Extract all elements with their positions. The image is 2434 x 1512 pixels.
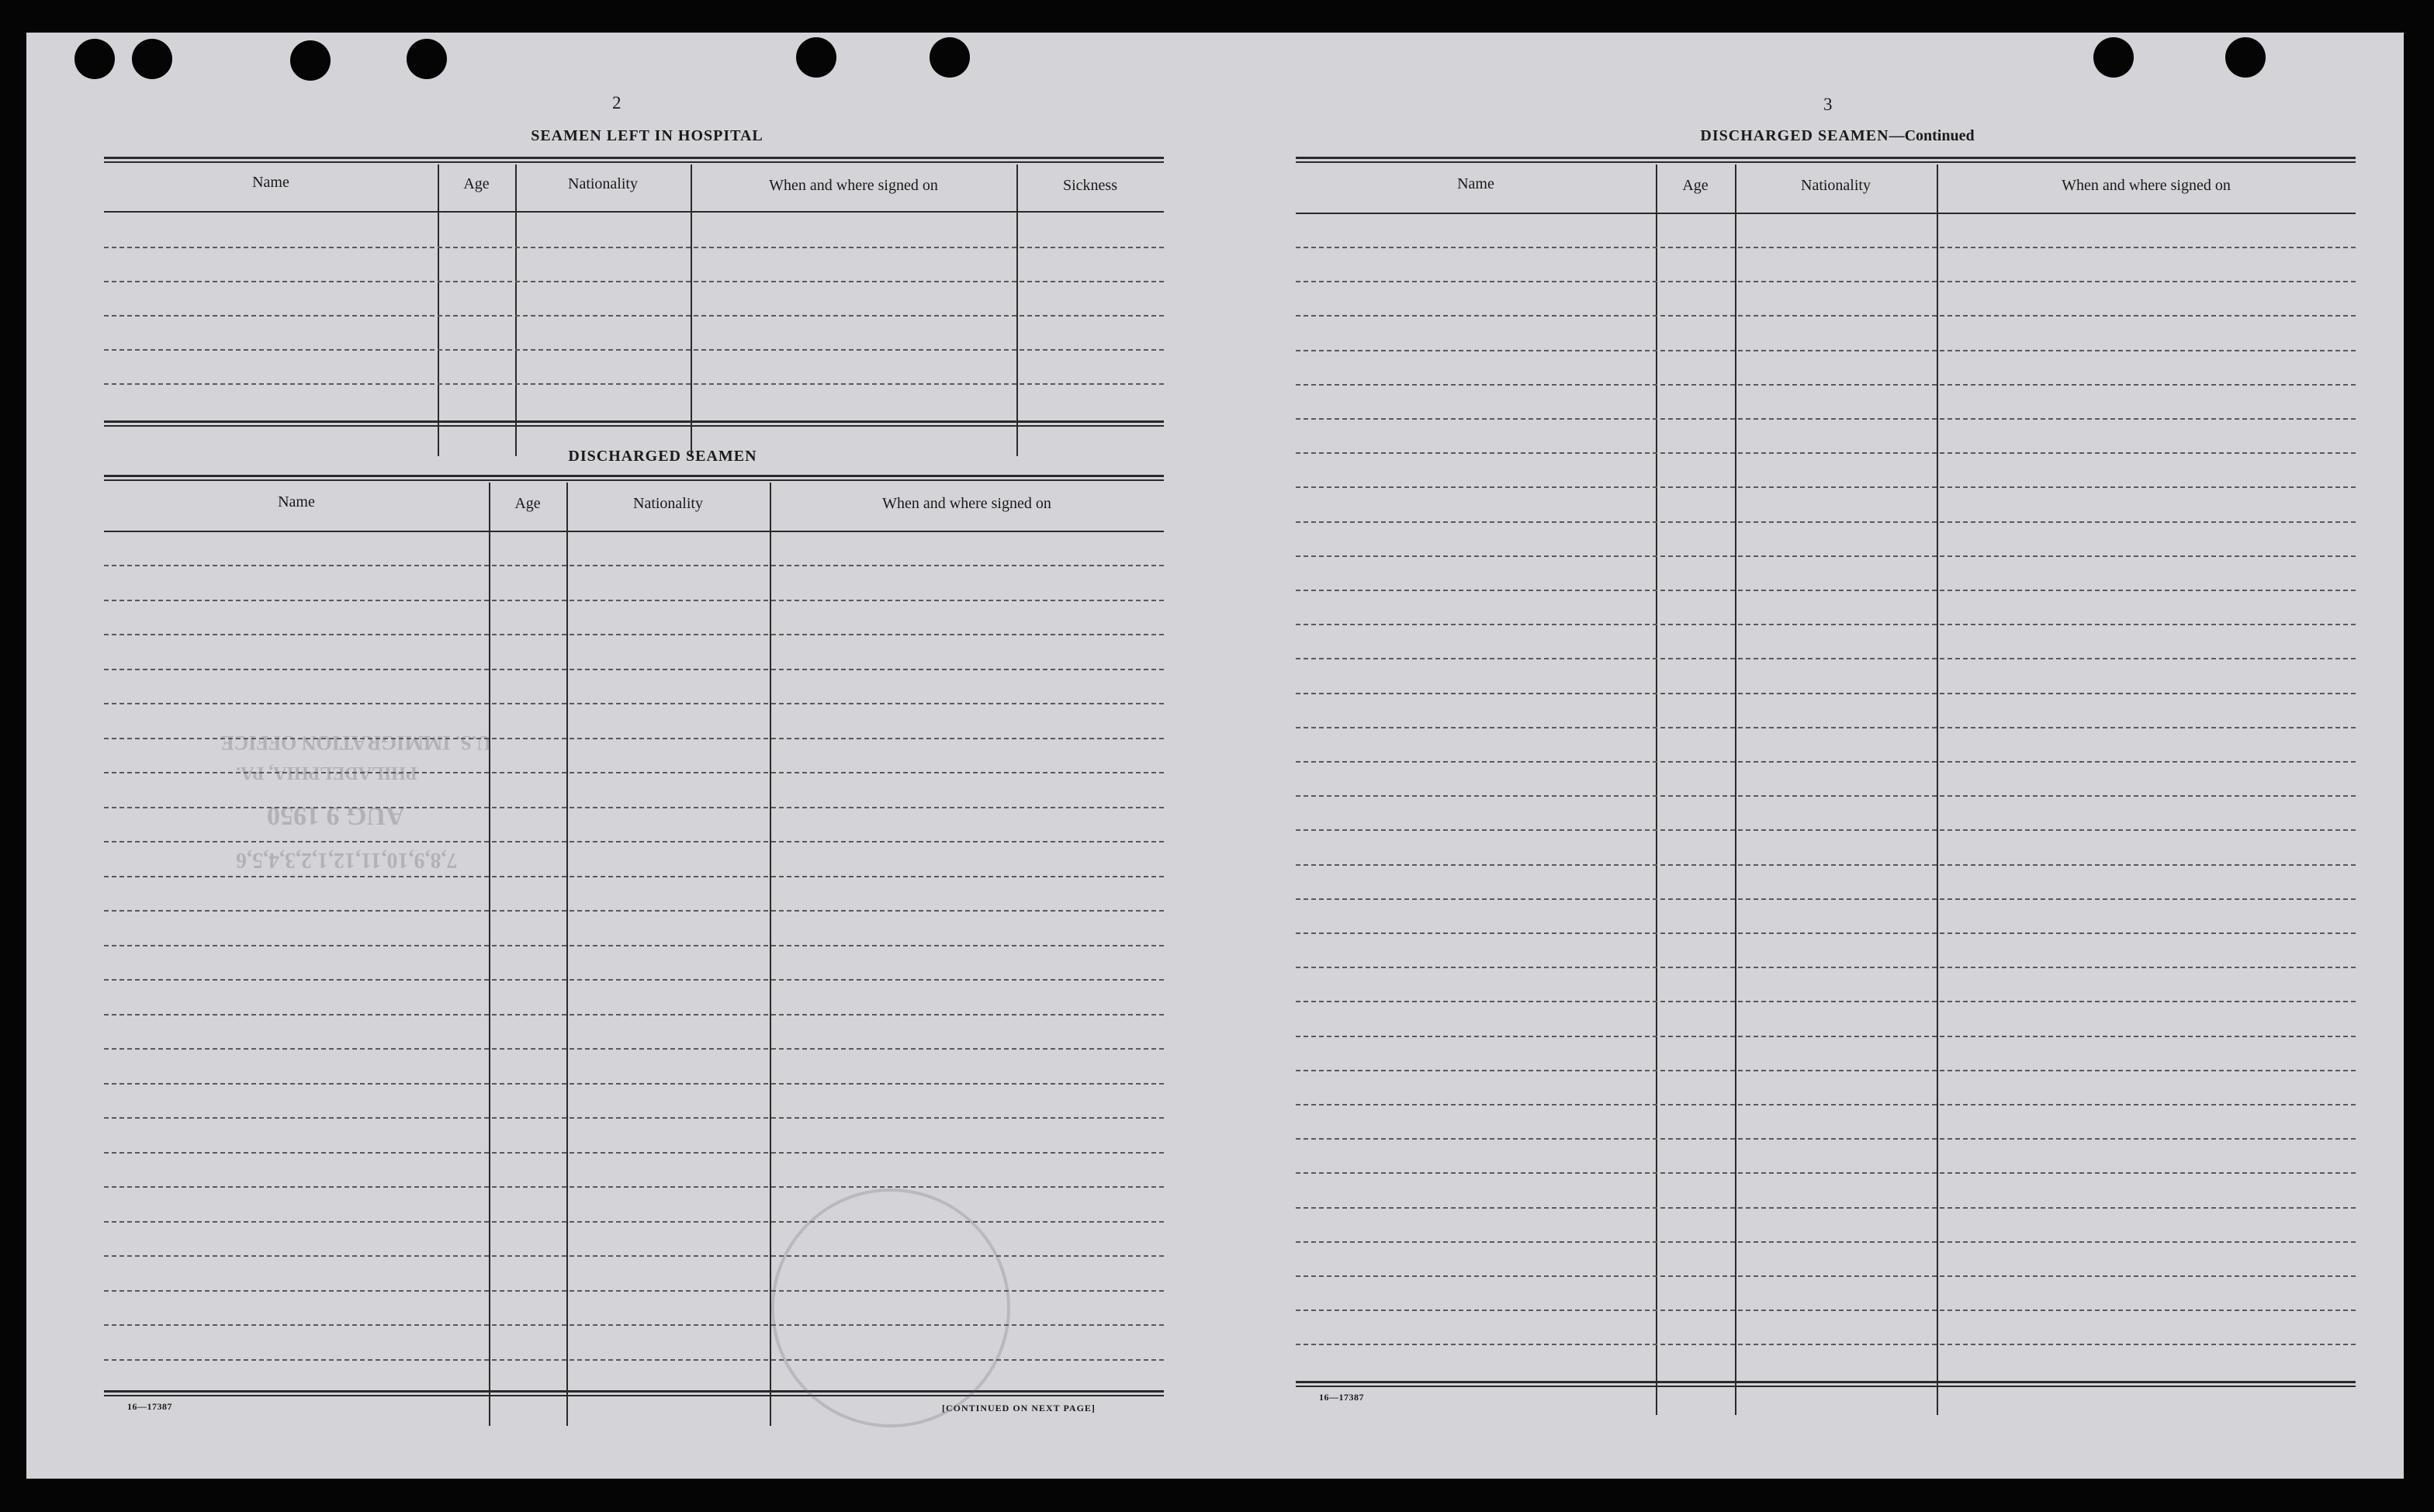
hospital-divider bbox=[438, 164, 439, 456]
discharged-col-age-right: Age bbox=[1682, 177, 1709, 194]
punch-hole bbox=[930, 37, 970, 78]
ruled-row bbox=[104, 979, 1164, 981]
ruled-row bbox=[1296, 932, 2356, 934]
discharged-section-title-left: DISCHARGED SEAMEN bbox=[568, 448, 757, 465]
discharged-col-name-right: Name bbox=[1457, 175, 1494, 192]
ruled-row bbox=[104, 945, 1164, 946]
ruled-row bbox=[1296, 1172, 2356, 1174]
hospital-top-rule bbox=[104, 157, 1164, 163]
ruled-row bbox=[104, 807, 1164, 808]
page-number-right: 3 bbox=[1823, 95, 1833, 114]
hospital-col-sickness: Sickness bbox=[1063, 177, 1117, 194]
ruled-row bbox=[1296, 521, 2356, 523]
discharged-title-right: DISCHARGED SEAMEN bbox=[1700, 127, 1889, 144]
discharged-col-signed-on-right: When and where signed on bbox=[2062, 177, 2231, 194]
discharged-bottom-rule-left bbox=[104, 1390, 1164, 1396]
discharged-top-rule-left bbox=[104, 475, 1164, 481]
received-stamp: U.S. IMMIGRATION OFFICE bbox=[220, 732, 492, 754]
ruled-row bbox=[1296, 1241, 2356, 1243]
punch-hole bbox=[796, 37, 836, 78]
discharged-col-nationality-right: Nationality bbox=[1801, 177, 1871, 194]
punch-hole bbox=[290, 40, 331, 81]
form-number-right: 16—17387 bbox=[1319, 1392, 1364, 1403]
discharged-divider-left bbox=[770, 483, 771, 1426]
ruled-row bbox=[1296, 864, 2356, 866]
ruled-row bbox=[1296, 624, 2356, 625]
discharged-divider-right bbox=[1937, 164, 1938, 1415]
discharged-top-rule-right bbox=[1296, 157, 2356, 163]
punch-hole bbox=[407, 39, 447, 79]
round-seal bbox=[771, 1188, 1010, 1427]
discharged-col-name-left: Name bbox=[278, 493, 315, 510]
ruled-row bbox=[104, 383, 1164, 385]
received-stamp: 7,8,9,10,11,12,1,2,3,4,5,6 bbox=[236, 848, 458, 872]
ruled-row bbox=[104, 1048, 1164, 1050]
discharged-divider-left bbox=[566, 483, 568, 1426]
scanned-document bbox=[26, 33, 2404, 1479]
ruled-row bbox=[104, 1221, 1164, 1223]
ruled-row bbox=[1296, 795, 2356, 797]
ruled-row bbox=[104, 281, 1164, 282]
hospital-col-signed-on: When and where signed on bbox=[769, 177, 938, 194]
ruled-row bbox=[1296, 384, 2356, 386]
discharged-col-age-left: Age bbox=[514, 495, 541, 512]
discharged-header-rule-left bbox=[104, 531, 1164, 532]
punch-hole bbox=[2225, 37, 2266, 78]
ruled-row bbox=[1296, 418, 2356, 420]
ruled-row bbox=[104, 1186, 1164, 1188]
ruled-row bbox=[1296, 967, 2356, 968]
ruled-row bbox=[1296, 658, 2356, 659]
ruled-row bbox=[104, 1255, 1164, 1257]
ruled-row bbox=[1296, 829, 2356, 831]
ruled-row bbox=[104, 349, 1164, 351]
ruled-row bbox=[1296, 247, 2356, 248]
hospital-divider bbox=[1016, 164, 1018, 456]
ruled-row bbox=[1296, 1070, 2356, 1071]
received-stamp: AUG 9 1950 bbox=[267, 801, 405, 830]
ruled-row bbox=[1296, 693, 2356, 694]
hospital-col-nationality: Nationality bbox=[568, 175, 638, 192]
ruled-row bbox=[1296, 1138, 2356, 1140]
ruled-row bbox=[104, 247, 1164, 248]
ruled-row bbox=[104, 1152, 1164, 1154]
ruled-row bbox=[1296, 590, 2356, 591]
ruled-row bbox=[1296, 1310, 2356, 1311]
ruled-row bbox=[104, 669, 1164, 670]
hospital-section-title: SEAMEN LEFT IN HOSPITAL bbox=[531, 127, 763, 144]
ruled-row bbox=[104, 841, 1164, 842]
ruled-row bbox=[1296, 555, 2356, 557]
ruled-row bbox=[104, 565, 1164, 566]
hospital-col-name: Name bbox=[252, 174, 289, 191]
ruled-row bbox=[104, 876, 1164, 877]
discharged-col-nationality-left: Nationality bbox=[633, 495, 703, 512]
discharged-col-signed-on-left: When and where signed on bbox=[882, 495, 1051, 512]
ruled-row bbox=[1296, 281, 2356, 282]
punch-hole bbox=[132, 39, 172, 79]
ruled-row bbox=[1296, 1275, 2356, 1277]
ruled-row bbox=[1296, 1036, 2356, 1037]
discharged-divider-left bbox=[489, 483, 490, 1426]
ruled-row bbox=[104, 1014, 1164, 1015]
hospital-col-age: Age bbox=[463, 175, 490, 192]
ruled-row bbox=[104, 703, 1164, 704]
ruled-row bbox=[1296, 350, 2356, 351]
ruled-row bbox=[1296, 1001, 2356, 1002]
hospital-divider bbox=[515, 164, 517, 456]
ruled-row bbox=[104, 1083, 1164, 1085]
discharged-bottom-rule-right bbox=[1296, 1381, 2356, 1387]
received-stamp: PHILADELPHIA, PA. bbox=[236, 763, 417, 783]
discharged-section-title-right bbox=[1319, 127, 2356, 145]
ruled-row bbox=[104, 1359, 1164, 1361]
form-number-left: 16—17387 bbox=[127, 1401, 172, 1412]
punch-hole bbox=[74, 39, 115, 79]
ruled-row bbox=[104, 600, 1164, 601]
ruled-row bbox=[1296, 452, 2356, 454]
discharged-divider-right bbox=[1656, 164, 1657, 1415]
ruled-row bbox=[104, 634, 1164, 635]
continued-suffix: —Continued bbox=[1889, 127, 1975, 144]
ruled-row bbox=[1296, 761, 2356, 763]
ruled-row bbox=[1296, 898, 2356, 900]
continued-on-next-page: [CONTINUED ON NEXT PAGE] bbox=[942, 1403, 1096, 1413]
punch-hole bbox=[2093, 37, 2134, 78]
ruled-row bbox=[1296, 315, 2356, 317]
hospital-divider bbox=[691, 164, 692, 456]
hospital-bottom-rule bbox=[104, 420, 1164, 427]
ruled-row bbox=[1296, 1207, 2356, 1209]
ruled-row bbox=[104, 315, 1164, 317]
ruled-row bbox=[1296, 1344, 2356, 1345]
ruled-row bbox=[1296, 486, 2356, 488]
discharged-divider-right bbox=[1735, 164, 1736, 1415]
page-number-left: 2 bbox=[612, 93, 621, 112]
discharged-header-rule-right bbox=[1296, 213, 2356, 214]
ruled-row bbox=[1296, 1104, 2356, 1105]
ruled-row bbox=[104, 910, 1164, 912]
hospital-header-rule bbox=[104, 211, 1164, 213]
ruled-row bbox=[104, 1117, 1164, 1119]
ruled-row bbox=[1296, 727, 2356, 728]
